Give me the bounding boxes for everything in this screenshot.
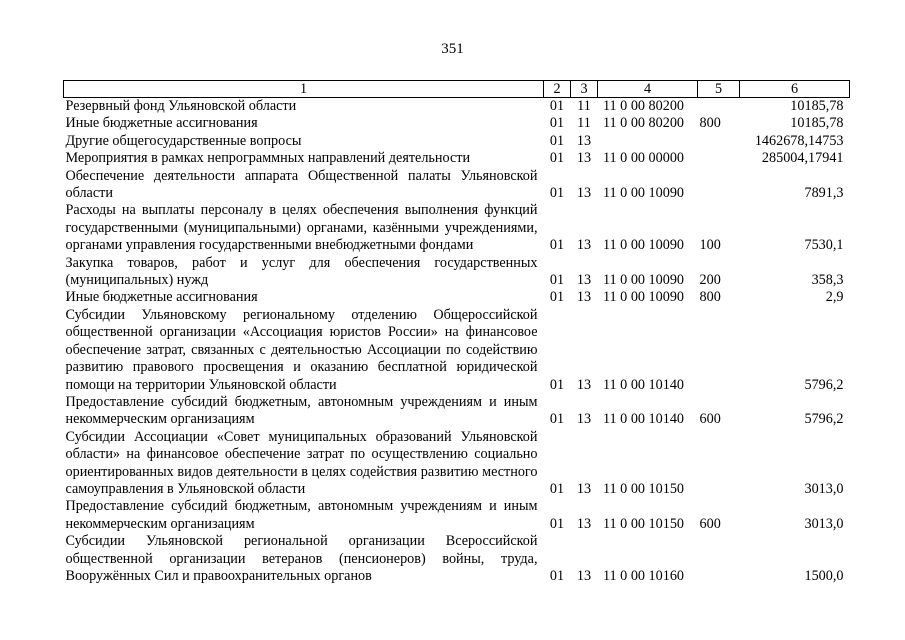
row-subsection: 13 xyxy=(576,185,592,202)
table-row xyxy=(64,133,850,150)
row-expense-type: 800 xyxy=(699,289,721,306)
row-section: 01 xyxy=(549,132,565,149)
row-name: Субсидии Ульяновскому региональному отделению Общероссийской общественной организации «Ассоциация юристов России» на финансовое обеспечение затрат, связанных с деятельностью Ассоциации по содействию развитию правового просвещения и оказанию бесплатной юридической помощи на территории Ульяновской области xyxy=(65,306,538,393)
row-name: Расходы на выплаты персоналу в целях обеспечения выполнения функций государственными (муниципальными) органами, казёнными учреждениями, органами управления государственными внебюджетными фондами xyxy=(65,202,538,254)
row-sum: 10185,78 xyxy=(790,115,844,132)
row-name: Другие общегосударственные вопросы xyxy=(65,132,302,149)
row-article xyxy=(598,133,698,150)
header-col-6: 6 xyxy=(740,81,850,98)
row-name: Мероприятия в рамках непрограммных направлений деятельности xyxy=(65,150,471,167)
row-expense-type xyxy=(698,168,740,203)
row-expense-type xyxy=(698,98,740,116)
row-article: 11 0 00 10090 xyxy=(602,289,685,306)
row-name: Предоставление субсидий бюджетным, автономным учреждениям и иным некоммерческим организациям xyxy=(65,393,538,428)
row-article: 11 0 00 10150 xyxy=(602,480,685,497)
row-article: 11 0 00 10090 xyxy=(602,272,685,289)
row-expense-type xyxy=(698,533,740,585)
row-article: 11 0 00 80200 xyxy=(602,98,685,114)
row-subsection: 13 xyxy=(576,272,592,289)
row-article: 11 0 00 10150 xyxy=(602,515,685,532)
page-number: 351 xyxy=(441,41,464,57)
header-col-4: 4 xyxy=(598,81,698,98)
row-name: Иные бюджетные ассигнования xyxy=(65,115,258,132)
row-section: 01 xyxy=(549,567,565,584)
row-expense-type xyxy=(698,133,740,150)
row-name: Обеспечение деятельности аппарата Общественной палаты Ульяновской области xyxy=(65,167,538,202)
row-subsection: 13 xyxy=(576,376,592,393)
row-subsection: 11 xyxy=(577,98,591,114)
row-sum: 7891,3 xyxy=(804,185,844,202)
row-section: 01 xyxy=(549,98,565,114)
row-section: 01 xyxy=(549,480,565,497)
row-subsection: 11 xyxy=(577,115,591,132)
table-row xyxy=(64,307,850,394)
table-row xyxy=(64,289,850,306)
row-sum: 358,3 xyxy=(811,272,844,289)
row-subsection: 13 xyxy=(576,515,592,532)
row-expense-type: 600 xyxy=(699,515,721,532)
row-subsection: 13 xyxy=(576,237,592,254)
table-row xyxy=(64,98,850,116)
row-section: 01 xyxy=(549,515,565,532)
table-row xyxy=(64,202,850,254)
row-sum: 5796,2 xyxy=(804,411,844,428)
row-section: 01 xyxy=(549,237,565,254)
header-col-2: 2 xyxy=(544,81,571,98)
table-row xyxy=(64,394,850,429)
row-expense-type: 100 xyxy=(699,237,721,254)
row-name: Иные бюджетные ассигнования xyxy=(65,289,258,306)
table-row xyxy=(64,498,850,533)
row-subsection: 13 xyxy=(576,132,592,149)
row-article: 11 0 00 10090 xyxy=(602,237,685,254)
budget-table xyxy=(63,80,850,585)
row-sum: 7530,1 xyxy=(804,237,844,254)
row-article: 11 0 00 10160 xyxy=(602,567,685,584)
row-expense-type: 600 xyxy=(699,411,721,428)
row-section: 01 xyxy=(549,272,565,289)
row-name: Резервный фонд Ульяновской области xyxy=(65,98,297,114)
row-subsection: 13 xyxy=(576,411,592,428)
row-sum: 285004,17941 xyxy=(761,150,844,167)
row-article: 11 0 00 10140 xyxy=(602,411,685,428)
table-header-row xyxy=(64,81,850,98)
row-article: 11 0 00 10090 xyxy=(602,185,685,202)
row-expense-type xyxy=(698,150,740,167)
row-sum: 10185,78 xyxy=(790,98,844,114)
row-subsection: 13 xyxy=(576,150,592,167)
row-expense-type: 800 xyxy=(699,115,721,132)
row-sum: 5796,2 xyxy=(804,376,844,393)
row-section: 01 xyxy=(549,289,565,306)
row-expense-type: 200 xyxy=(699,272,721,289)
row-name: Предоставление субсидий бюджетным, автономным учреждениям и иным некоммерческим организациям xyxy=(65,498,538,532)
table-row xyxy=(64,255,850,290)
row-sum: 1462678,14753 xyxy=(754,132,844,149)
row-name: Субсидии Ассоциации «Совет муниципальных образований Ульяновской области» на финансовое обеспечение затрат по осуществлению социально ориентированных видов деятельности в целях содействия развитию местного самоуправления в Ульяновской области xyxy=(65,428,538,497)
table-row xyxy=(64,533,850,585)
table-row xyxy=(64,429,850,499)
row-sum: 3013,0 xyxy=(804,515,844,532)
row-article: 11 0 00 80200 xyxy=(602,115,685,132)
row-expense-type xyxy=(698,429,740,499)
row-sum: 3013,0 xyxy=(804,480,844,497)
row-section: 01 xyxy=(549,150,565,167)
row-subsection: 13 xyxy=(576,480,592,497)
header-col-5: 5 xyxy=(698,81,740,98)
table-row xyxy=(64,115,850,132)
row-section: 01 xyxy=(549,185,565,202)
row-name: Закупка товаров, работ и услуг для обеспечения государственных (муниципальных) нужд xyxy=(65,254,538,289)
row-section: 01 xyxy=(549,376,565,393)
row-article: 11 0 00 10140 xyxy=(602,376,685,393)
row-sum: 1500,0 xyxy=(804,567,844,584)
row-sum: 2,9 xyxy=(825,289,844,306)
row-subsection: 13 xyxy=(576,567,592,584)
row-section: 01 xyxy=(549,115,565,132)
row-expense-type xyxy=(698,307,740,394)
row-section: 01 xyxy=(549,411,565,428)
row-name: Субсидии Ульяновской региональной организации Всероссийской общественной организации ветеранов (пенсионеров) войны, труда, Вооружённых Сил и правоохранительных органов xyxy=(65,533,538,584)
table-row xyxy=(64,150,850,167)
row-article: 11 0 00 00000 xyxy=(602,150,685,167)
table-row xyxy=(64,168,850,203)
header-col-3: 3 xyxy=(571,81,598,98)
header-col-1: 1 xyxy=(64,81,544,98)
row-subsection: 13 xyxy=(576,289,592,306)
